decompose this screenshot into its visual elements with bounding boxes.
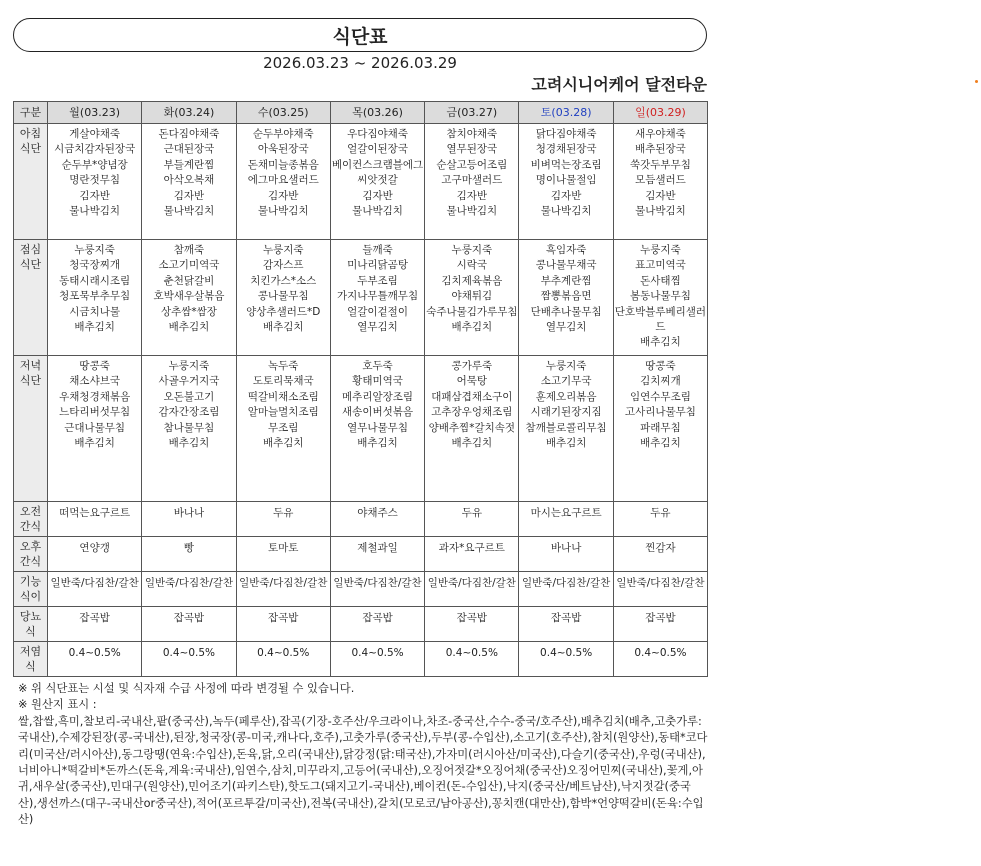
- change-notice: ※ 위 식단표는 시설 및 식자재 수급 사정에 따라 변경될 수 있습니다.: [18, 682, 355, 695]
- dish-item: 배추김치: [640, 437, 681, 450]
- dish-item: 0.4~0.5%: [540, 647, 593, 659]
- dish-item: 일반죽/다짐찬/갈찬: [333, 577, 422, 589]
- dish-item: 일반죽/다짐찬/갈찬: [522, 577, 611, 589]
- dish-item: 미나리닭곰탕: [347, 259, 408, 272]
- row-afternoon-snack: [14, 537, 708, 572]
- dish-item: 상추쌈*쌈장: [160, 305, 217, 318]
- dish-item: 콩나물무침: [257, 290, 309, 303]
- menu-cell: [613, 240, 707, 356]
- row-breakfast: [14, 124, 708, 240]
- dish-item: 도토리묵채국: [252, 375, 314, 388]
- dish-item: 잡곡밥: [550, 612, 582, 624]
- dish-item: 오돈불고기: [163, 390, 215, 403]
- dish-item: 김자반: [173, 189, 205, 202]
- dish-item: 양배추찜*갈치속젓: [428, 421, 516, 434]
- dish-item: 참나물무침: [163, 421, 215, 434]
- dish-item: 감자스프: [262, 259, 304, 272]
- dish-item: 누룽지죽: [262, 244, 304, 256]
- dish-item: 배추된장국: [635, 143, 686, 156]
- menu-title-text: 식단표: [332, 25, 388, 48]
- dish-item: 배추김치: [74, 321, 115, 334]
- dish-item: 잡곡밥: [173, 612, 205, 624]
- dish-item: 콩나물무채국: [535, 259, 597, 272]
- dish-item: 순두부야채죽: [252, 128, 314, 140]
- dish-item: 두유: [650, 507, 671, 519]
- dish-item: 야채튀김: [451, 290, 493, 303]
- dish-item: 배추김치: [168, 321, 210, 334]
- dish-item: 아삭오복채: [163, 174, 215, 187]
- menu-cell: [48, 607, 142, 642]
- menu-title: [13, 18, 707, 52]
- menu-cell: [519, 572, 613, 607]
- dish-item: 고사리나물무침: [624, 406, 696, 419]
- menu-cell: [613, 124, 707, 240]
- dish-item: 누룽지죽: [74, 244, 115, 256]
- dish-item: 두유: [461, 507, 482, 519]
- dish-item: 채소샤브국: [69, 375, 120, 388]
- dish-item: 참깨죽: [173, 244, 205, 256]
- dish-item: 흑임자죽: [545, 244, 587, 256]
- dish-item: 게살야채죽: [69, 128, 120, 140]
- dish-item: 순살고등어조림: [436, 158, 508, 171]
- dish-item: 물나박김치: [163, 205, 215, 218]
- menu-cell: [425, 124, 519, 240]
- row-label-low-sodium-diet: 저염식: [14, 642, 48, 677]
- day-header-mon: 월(03.23): [48, 102, 142, 124]
- day-header-thu: 목(03.26): [330, 102, 424, 124]
- dish-item: 얼갈이겉절이: [347, 305, 408, 318]
- menu-cell: [142, 537, 236, 572]
- dish-item: 물나박김치: [257, 205, 309, 218]
- dish-item: 모듬샐러드: [635, 174, 686, 187]
- dish-item: 땅콩죽: [79, 360, 110, 372]
- menu-cell: [330, 537, 424, 572]
- dish-item: 일반죽/다짐찬/갈찬: [144, 577, 234, 589]
- menu-cell: [425, 572, 519, 607]
- dish-item: 물나박김치: [540, 205, 592, 218]
- menu-cell: [613, 502, 707, 537]
- dish-item: 춘천닭갈비: [163, 274, 215, 287]
- day-header-tue: 화(03.24): [142, 102, 236, 124]
- dish-item: 배추김치: [545, 437, 587, 450]
- dish-item: 잡곡밥: [79, 612, 110, 624]
- dish-item: 일반죽/다짐찬/갈찬: [50, 577, 139, 589]
- row-lunch: [14, 240, 708, 356]
- menu-cell: [142, 642, 236, 677]
- menu-cell: [425, 537, 519, 572]
- menu-cell: [519, 642, 613, 677]
- orange-dot-marker: [975, 80, 978, 83]
- origin-list: 쌀,찹쌀,흑미,찰보리-국내산,팥(중국산),녹두(페루산),잡곡(기장-호주산/우크라이나,차조-중국산,수수-중국/호주산),배추김치(배추,고춧가루:국내산),수제강된장(콩-국내산),된장,청국장(콩-미국,캐나다,호주),고춧가루(중국산),두부(콩-수입산),소고기(호주산),참치(원양산),동태*코다리(미국산/러시아산),동그랑땡(연육:수입산),돈육,닭,오리(국내산),닭강정(닭:태국산),가자미(러시아산/미국산),다슬기(중국산),우렁(국내산),너비아니*떡갈비*돈까스(돈육,계육:국내산),임연수,삼치,미꾸라지,고등어(국내산),오징어젓갈*오징어채(중국산)오징어민찌(국내산),꽃게,아귀,새우살(중국산),민대구(원양산),민어조기(파키스탄),핫도그(돼지고기-국내산),베이컨(돈-수입산),낙지(중국산/베트남산),낙지젓갈(중국산),생선까스(대구-국내산or중국산),적어(포르투갈/미국산),전복(국내산),갈치(모로코/남아공산),꽁치캔(대만산),함박*언양떡갈비(돈육:수입산): [18, 714, 708, 827]
- menu-cell: [48, 642, 142, 677]
- dish-item: 느타리버섯무침: [59, 406, 131, 419]
- dish-item: 김자반: [550, 189, 582, 202]
- menu-cell: [519, 537, 613, 572]
- dish-item: 단호박블루베리샐러드: [614, 305, 707, 334]
- menu-cell: [425, 240, 519, 356]
- dish-item: 순두부*양념장: [61, 158, 128, 171]
- dish-item: 아욱된장국: [257, 143, 309, 156]
- dish-item: 돈채미늘종볶음: [247, 158, 319, 171]
- dish-item: 찐감자: [645, 542, 676, 554]
- dish-item: 토마토: [268, 542, 299, 554]
- menu-cell: [48, 124, 142, 240]
- dish-item: 어묵탕: [456, 375, 488, 388]
- dish-item: 일반죽/다짐찬/갈찬: [427, 577, 516, 589]
- row-label-breakfast: 아침식단: [14, 124, 48, 240]
- dish-item: 배추김치: [451, 321, 493, 334]
- dish-item: 열무김치: [357, 321, 398, 334]
- notes-section: [18, 681, 708, 829]
- dish-item: 호두죽: [362, 360, 393, 372]
- dish-item: 0.4~0.5%: [162, 647, 216, 659]
- dish-item: 베이컨스크램블에그: [331, 158, 424, 171]
- dish-item: 들깨죽: [362, 244, 393, 256]
- dish-item: 명란젓무침: [69, 174, 120, 187]
- dish-item: 배추김치: [74, 437, 115, 450]
- menu-cell: [519, 124, 613, 240]
- dish-item: 땅콩죽: [645, 360, 676, 372]
- dish-item: 대패삼겹채소구이: [431, 390, 513, 403]
- dish-item: 열무나물무침: [347, 421, 408, 434]
- dish-item: 떡갈비채소조림: [247, 390, 319, 403]
- dish-item: 단배추나물무침: [530, 305, 602, 318]
- dish-item: 김치찌개: [640, 375, 681, 388]
- dish-item: 표고미역국: [635, 259, 686, 272]
- menu-cell: [142, 356, 236, 502]
- row-dinner: [14, 356, 708, 502]
- dish-item: 가지나무틀깨무침: [336, 290, 419, 303]
- dish-item: 황태미역국: [352, 375, 403, 388]
- menu-cell: [142, 607, 236, 642]
- dish-item: 고추장우엉채조림: [431, 406, 513, 419]
- dish-item: 누룽지죽: [640, 244, 681, 256]
- menu-cell: [48, 240, 142, 356]
- dish-item: 두부조림: [357, 274, 398, 287]
- dish-item: 사골우거지국: [158, 375, 220, 388]
- dish-item: 배추김치: [168, 437, 210, 450]
- row-label-dinner: 저녁식단: [14, 356, 48, 502]
- dish-item: 배추김치: [262, 321, 304, 334]
- dish-item: 에그마요샐러드: [247, 174, 319, 187]
- dish-item: 물나박김치: [352, 205, 403, 218]
- dish-item: 잡곡밥: [456, 612, 488, 624]
- dish-item: 시금치감자된장국: [54, 143, 136, 156]
- menu-cell: [330, 572, 424, 607]
- dish-item: 0.4~0.5%: [68, 647, 121, 659]
- menu-cell: [48, 537, 142, 572]
- dish-item: 김치제육볶음: [441, 274, 503, 287]
- date-range: 2026.03.23 ~ 2026.03.29: [263, 54, 457, 72]
- dish-item: 김자반: [79, 189, 110, 202]
- menu-cell: [425, 607, 519, 642]
- dish-item: 잡곡밥: [362, 612, 393, 624]
- dish-item: 파래무침: [640, 421, 681, 434]
- dish-item: 배추김치: [262, 437, 304, 450]
- dish-item: 비벼먹는장조림: [530, 158, 602, 171]
- dish-item: 배추김치: [451, 437, 493, 450]
- dish-item: 시래기된장지짐: [530, 406, 602, 419]
- dish-item: 누룽지죽: [168, 360, 210, 372]
- dish-item: 김자반: [362, 189, 393, 202]
- dish-item: 부들계란찜: [163, 158, 215, 171]
- menu-cell: [48, 356, 142, 502]
- dish-item: 물나박김치: [69, 205, 120, 218]
- dish-item: 감자간장조림: [158, 406, 220, 419]
- menu-cell: [236, 356, 330, 502]
- day-header-fri: 금(03.27): [425, 102, 519, 124]
- menu-cell: [613, 537, 707, 572]
- menu-cell: [613, 607, 707, 642]
- menu-cell: [236, 642, 330, 677]
- row-label-morning-snack: 오전간식: [14, 502, 48, 537]
- dish-item: 임연수무조림: [630, 390, 691, 403]
- menu-cell: [330, 356, 424, 502]
- menu-cell: [48, 572, 142, 607]
- dish-item: 우다짐야채죽: [347, 128, 408, 140]
- organization-name: 고려시니어케어 달전타운: [531, 75, 707, 94]
- dish-item: 0.4~0.5%: [351, 647, 404, 659]
- dish-item: 근대된장국: [163, 143, 215, 156]
- dish-item: 야채주스: [357, 507, 398, 519]
- dish-item: 참치야채죽: [446, 128, 498, 140]
- dish-item: 시락국: [456, 259, 488, 272]
- dish-item: 시금치나물: [69, 305, 120, 318]
- menu-cell: [330, 607, 424, 642]
- dish-item: 제철과일: [357, 542, 398, 554]
- row-low-sodium-diet: [14, 642, 708, 677]
- menu-cell: [48, 502, 142, 537]
- menu-cell: [613, 642, 707, 677]
- menu-cell: [236, 572, 330, 607]
- dish-item: 김자반: [268, 189, 299, 202]
- row-label-diabetic-diet: 당뇨식: [14, 607, 48, 642]
- menu-cell: [519, 607, 613, 642]
- dish-item: 녹두죽: [268, 360, 299, 372]
- dish-item: 돈다짐야채죽: [158, 128, 220, 140]
- menu-cell: [330, 124, 424, 240]
- corner-header: 구분: [14, 102, 48, 124]
- menu-cell: [142, 124, 236, 240]
- day-header-sat: 토(03.28): [519, 102, 613, 124]
- dish-item: 누룽지죽: [545, 360, 587, 372]
- dish-item: 양상추샐러드*D: [246, 305, 321, 318]
- dish-item: 누룽지죽: [451, 244, 493, 256]
- menu-cell: [236, 537, 330, 572]
- dish-item: 배추김치: [357, 437, 398, 450]
- dish-item: 물나박김치: [635, 205, 686, 218]
- dish-item: 동태시래시조림: [59, 274, 131, 287]
- dish-item: 청경채된장국: [535, 143, 597, 156]
- dish-item: 일반죽/다짐찬/갈찬: [616, 577, 705, 589]
- dish-item: 훈제오리볶음: [535, 390, 597, 403]
- origin-heading: ※ 원산지 표시 :: [18, 698, 97, 712]
- day-header-row: [14, 102, 708, 124]
- menu-cell: [425, 502, 519, 537]
- menu-cell: [330, 502, 424, 537]
- dish-item: 근대나물무침: [64, 421, 126, 434]
- dish-item: 두유: [273, 507, 294, 519]
- dish-item: 콩가루죽: [451, 360, 493, 372]
- menu-cell: [236, 240, 330, 356]
- menu-cell: [142, 572, 236, 607]
- dish-item: 새우야채죽: [635, 128, 686, 140]
- dish-item: 소고기무국: [540, 375, 592, 388]
- menu-cell: [519, 240, 613, 356]
- dish-item: 빵: [183, 542, 195, 554]
- menu-table: [13, 101, 708, 677]
- row-label-lunch: 점심식단: [14, 240, 48, 356]
- row-diabetic-diet: [14, 607, 708, 642]
- dish-item: 씨앗젓갈: [357, 174, 398, 187]
- dish-item: 소고기미역국: [158, 259, 220, 272]
- dish-item: 메추리알장조림: [342, 390, 414, 403]
- row-label-special-diet: 기능식이: [14, 572, 48, 607]
- menu-cell: [330, 642, 424, 677]
- row-special-diet: [14, 572, 708, 607]
- row-morning-snack: [14, 502, 708, 537]
- dish-item: 열무된장국: [446, 143, 498, 156]
- dish-item: 참깨블로콜리무침: [525, 421, 607, 434]
- dish-item: 물나박김치: [446, 205, 498, 218]
- menu-cell: [425, 356, 519, 502]
- dish-item: 연양갱: [79, 542, 110, 554]
- menu-cell: [519, 356, 613, 502]
- dish-item: 열무김치: [545, 321, 587, 334]
- menu-cell: [425, 642, 519, 677]
- dish-item: 무조림: [268, 421, 299, 434]
- dish-item: 명이나물절임: [535, 174, 597, 187]
- dish-item: 우채청경채볶음: [59, 390, 131, 403]
- menu-cell: [142, 240, 236, 356]
- menu-cell: [613, 572, 707, 607]
- day-header-sun: 일(03.29): [613, 102, 707, 124]
- dish-item: 바나나: [173, 507, 205, 519]
- dish-item: 배추김치: [640, 336, 681, 349]
- day-header-wed: 수(03.25): [236, 102, 330, 124]
- dish-item: 부추계란찜: [540, 274, 592, 287]
- menu-cell: [236, 124, 330, 240]
- menu-cell: [613, 356, 707, 502]
- dish-item: 바나나: [550, 542, 582, 554]
- dish-item: 일반죽/다짐찬/갈찬: [239, 577, 328, 589]
- dish-item: 김자반: [456, 189, 488, 202]
- menu-cell: [236, 607, 330, 642]
- dish-item: 떠먹는요구르트: [59, 507, 131, 519]
- dish-item: 0.4~0.5%: [445, 647, 498, 659]
- menu-cell: [236, 502, 330, 537]
- dish-item: 과자*요구르트: [438, 542, 505, 554]
- dish-item: 쑥갓두부무침: [630, 158, 691, 171]
- dish-item: 알마늘멸치조림: [247, 406, 319, 419]
- dish-item: 새송이버섯볶음: [342, 406, 414, 419]
- dish-item: 0.4~0.5%: [634, 647, 687, 659]
- dish-item: 잡곡밥: [645, 612, 676, 624]
- dish-item: 잡곡밥: [268, 612, 299, 624]
- dish-item: 숙주나물김가루무침: [426, 305, 518, 318]
- dish-item: 얼갈이된장국: [347, 143, 408, 156]
- dish-item: 치킨가스*소스: [250, 274, 317, 287]
- dish-item: 호박새우살볶음: [153, 290, 225, 303]
- dish-item: 마시는요구르트: [530, 507, 602, 519]
- dish-item: 돈사태찜: [640, 274, 681, 287]
- dish-item: 0.4~0.5%: [257, 647, 310, 659]
- row-label-afternoon-snack: 오후간식: [14, 537, 48, 572]
- menu-cell: [142, 502, 236, 537]
- dish-item: 봄동나물무침: [630, 290, 691, 303]
- dish-item: 청포묵부추무침: [59, 290, 131, 303]
- dish-item: 짬뽕볶음면: [540, 290, 592, 303]
- dish-item: 고구마샐러드: [441, 174, 503, 187]
- menu-cell: [330, 240, 424, 356]
- menu-cell: [519, 502, 613, 537]
- dish-item: 닭다짐야채죽: [535, 128, 597, 140]
- dish-item: 청국장찌개: [69, 259, 120, 272]
- dish-item: 김자반: [645, 189, 676, 202]
